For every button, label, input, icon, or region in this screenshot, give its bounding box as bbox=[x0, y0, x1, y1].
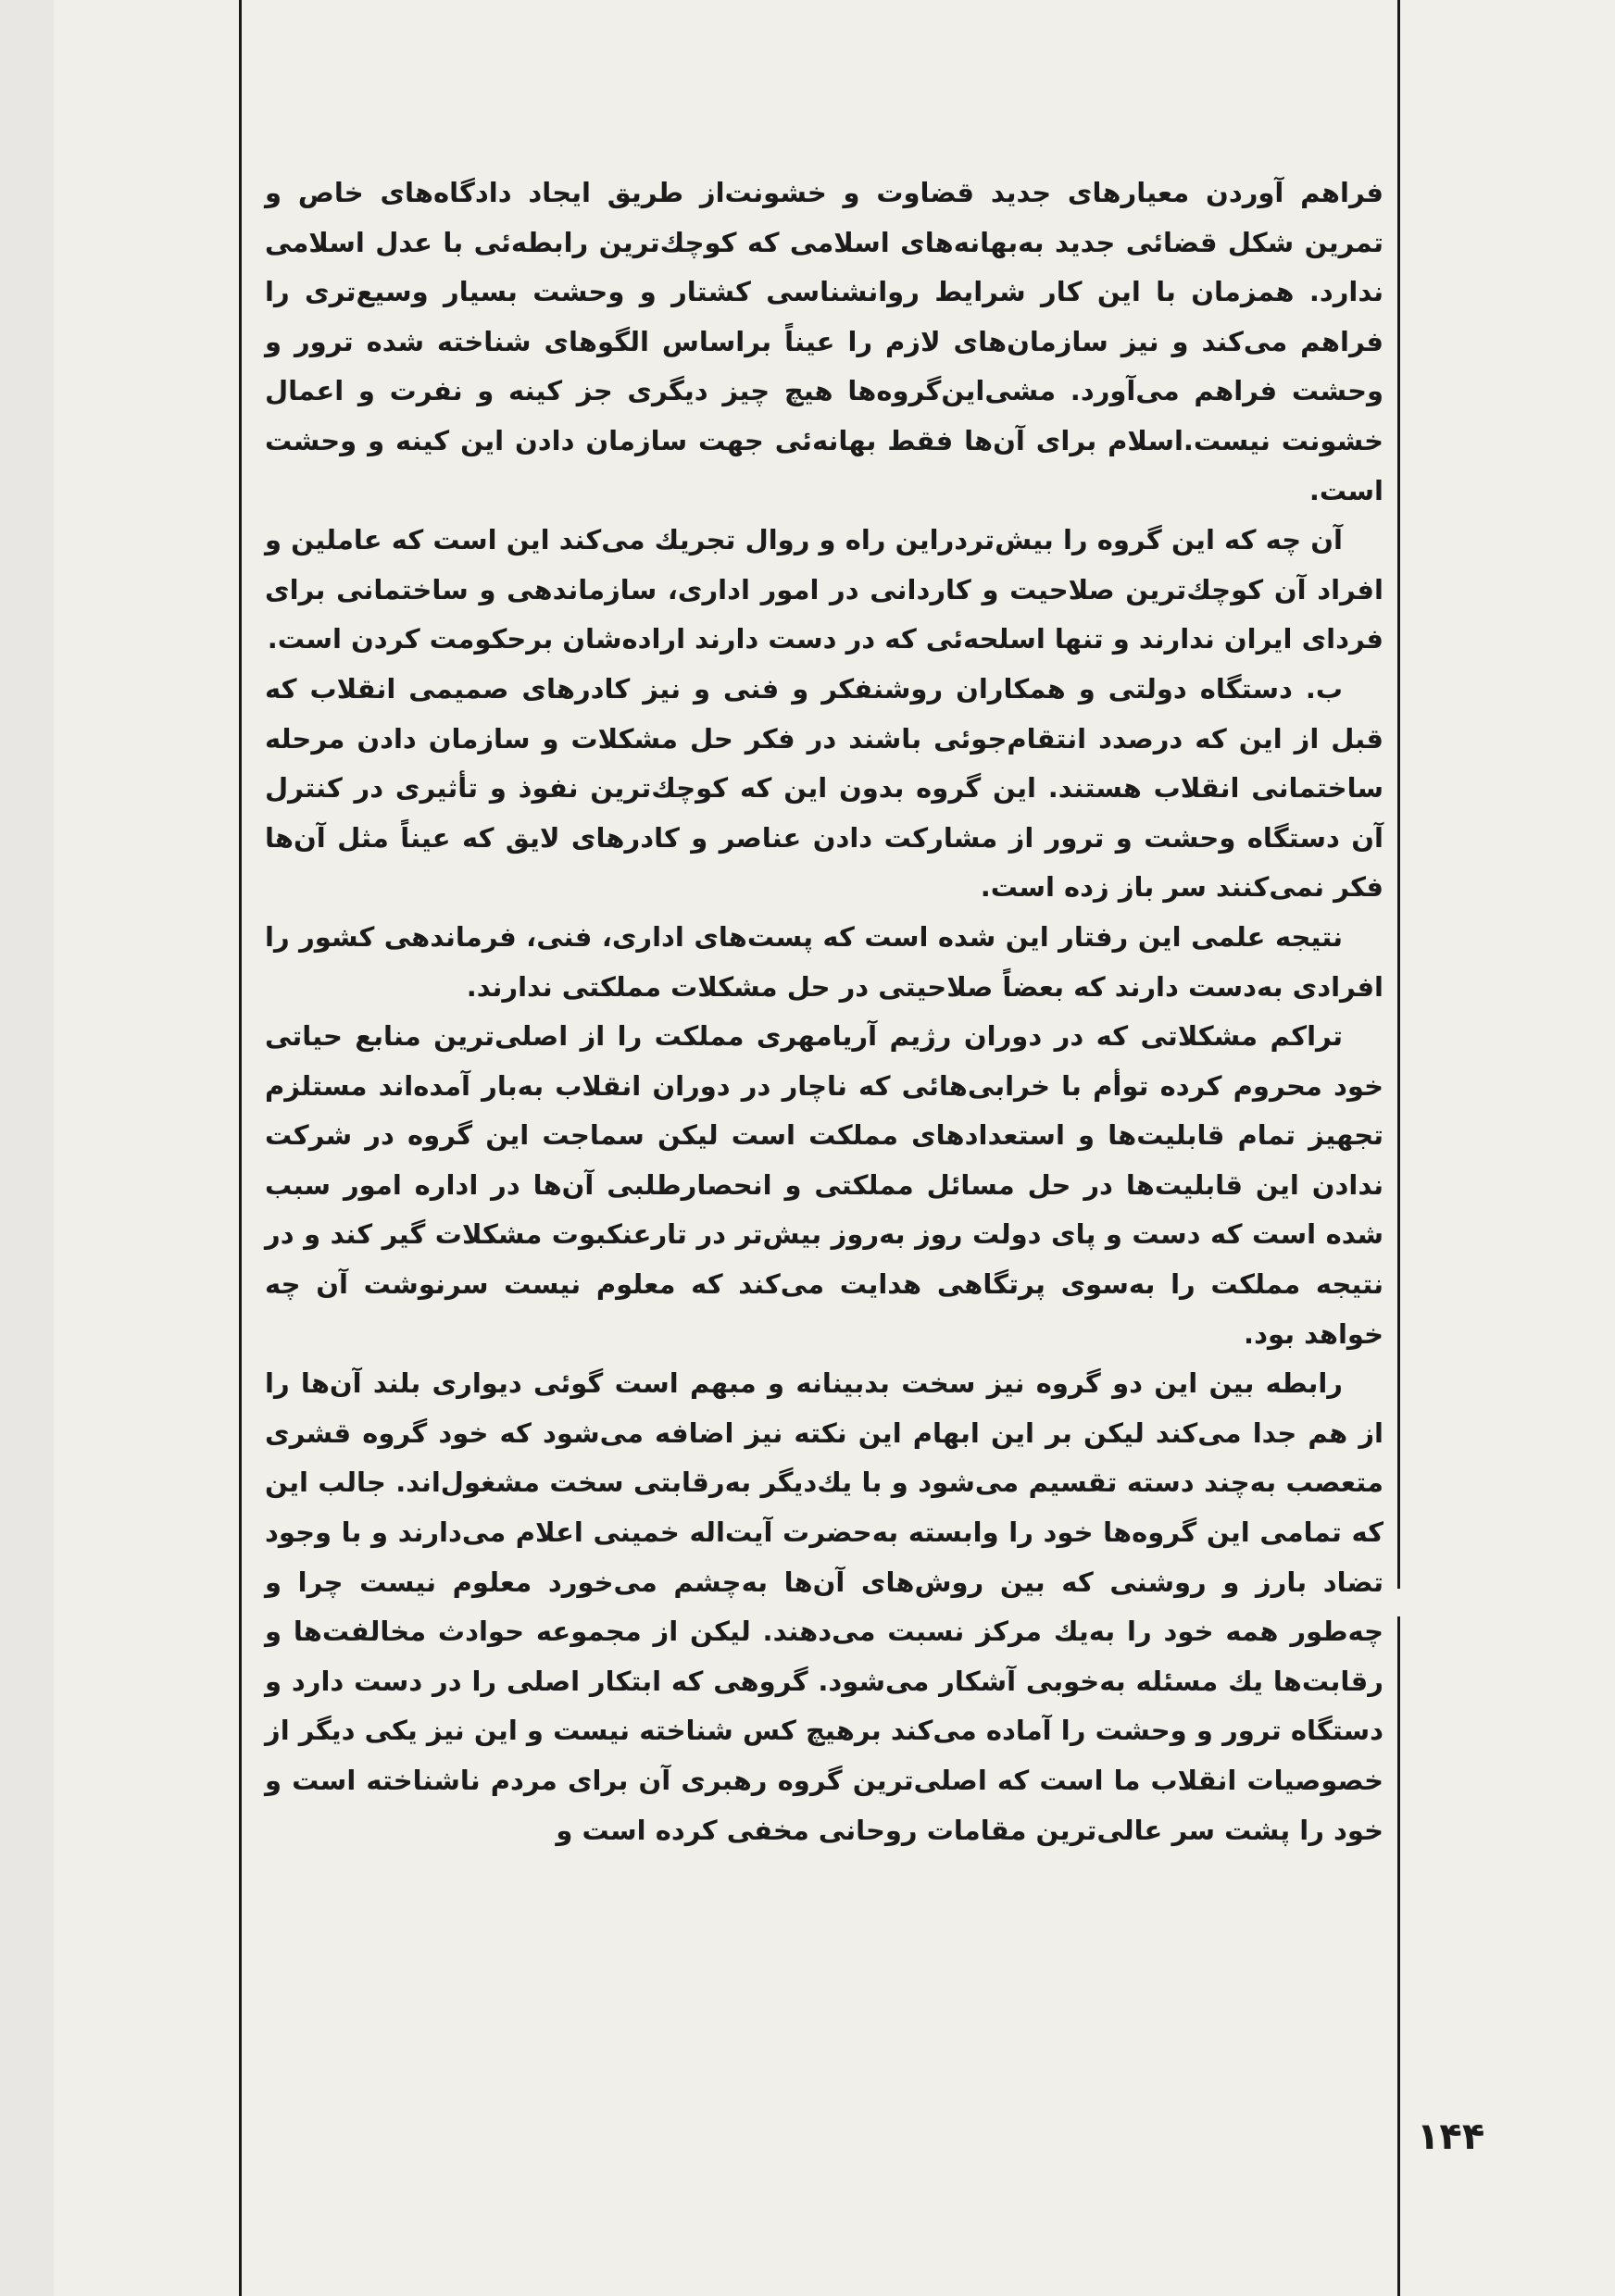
right-margin-rule-top bbox=[1397, 0, 1400, 1589]
left-margin-rule bbox=[239, 0, 242, 2296]
paragraph-1: فراهم آوردن معیارهای جدید قضاوت و خشونت‌از طریق ایجاد دادگاه‌های خاص و تمرین شکل قضائی جدید به‌بهانه‌های اسلامی که کوچك‌ترین رابطه‌ئی با عدل اسلامی ندارد. همزمان با این کار شرایط روانشناسی کشتار و وحشت بسیار وسیع‌تری را فراهم می‌کند و نیز سازمان‌های لازم را عیناً براساس الگوهای شناخته شده ترور و وحشت فراهم می‌آورد. مشی‌این‌گروه‌ها هیچ چیز دیگری جز کینه و نفرت و اعمال خشونت نیست.اسلام برای آن‌ها فقط بهانه‌ئی جهت سازمان دادن این کینه و وحشت است. bbox=[265, 177, 1383, 506]
paragraph-4: نتیجه علمی این رفتار این شده است که پست‌های اداری، فنی، فرماندهی کشور را افرادی به‌دست دارند که بعضاً صلاحیتی در حل مشکلات مملکتی ندارند. bbox=[265, 920, 1383, 1003]
paragraph-6: رابطه بین این دو گروه نیز سخت بدبینانه و مبهم است گوئی دیواری بلند آن‌ها را از هم جدا می‌کند لیکن بر این ابهام این نکته نیز اضافه می‌شود که خود گروه قشری متعصب به‌چند دسته تقسیم می‌شود و با یك‌دیگر به‌رقابتی سخت مشغول‌اند. جالب این که تمامی این گروه‌ها خود را وابسته به‌حضرت آیت‌اله خمینی اعلام می‌دارند و با وجود تضاد بارز و روشنی که بین روش‌های آن‌ها به‌چشم می‌خورد معلوم نیست چرا و چه‌طور همه خود را به‌یك مرکز نسبت می‌دهند. لیکن از مجموعه حوادث مخالفت‌ها و رقابت‌ها یك مسئله به‌خوبی آشکار می‌شود. گروهی که ابتکار اصلی را در دست دارد و دستگاه ترور و وحشت را آماده می‌کند برهیچ کس شناخته نیست و این نیز یکی دیگر از خصوصیات انقلاب ما است که اصلی‌ترین گروه رهبری آن برای مردم ناشناخته است و خود را پشت سر عالی‌ترین مقامات روحانی مخفی کرده است و bbox=[265, 1367, 1383, 1846]
paragraph-2: آن چه که این گروه را بیش‌تردراین راه و روال تجریك می‌کند این است که عاملین و افراد آن کوچك‌ترین صلاحیت و کاردانی در امور اداری، سازماندهی و ساختمانی برای فردای ایران ندارند و تنها اسلحه‌ئی که در دست دارند اراده‌شان برحکومت کردن است. bbox=[265, 524, 1383, 655]
scanned-page bbox=[54, 0, 1615, 2296]
paragraph-5: تراکم مشکلاتی که در دوران رژیم آریامهری مملکت را از اصلی‌ترین منابع حیاتی خود محروم کرده توأم با خرابی‌هائی که ناچار در دوران انقلاب به‌بار آمده‌اند مستلزم تجهیز تمام قابلیت‌ها و استعدادهای مملکت است لیکن سماجت این گروه در شرکت ندادن این قابلیت‌ها در حل مسائل مملکتی و انحصارطلبی آن‌ها در اداره امور سبب شده است که دست و پای دولت روز به‌روز بیش‌تر در تارعنکبوت مشکلات گیر کند و در نتیجه مملکت را به‌سوی پرتگاهی هدایت می‌کند که معلوم نیست سرنوشت آن چه خواهد بود. bbox=[265, 1020, 1383, 1350]
paragraph-3: ب. دستگاه دولتی و همکاران روشنفکر و فنی و نیز کادرهای صمیمی انقلاب که قبل از این که درصدد انتقام‌جوئی باشند در فکر حل مشکلات و سازمان دادن مرحله ساختمانی انقلاب هستند. این گروه بدون این که کوچك‌ترین نفوذ و تأثیری در کنترل آن دستگاه وحشت و ترور از مشارکت دادن عناصر و کادرهای لایق که عیناً مثل آن‌ها فکر نمی‌کنند سر باز زده است. bbox=[265, 672, 1383, 904]
right-margin-rule-bottom bbox=[1397, 1616, 1400, 2296]
body-text bbox=[265, 168, 1383, 1855]
page-number: ۱۴۴ bbox=[1417, 2115, 1485, 2158]
